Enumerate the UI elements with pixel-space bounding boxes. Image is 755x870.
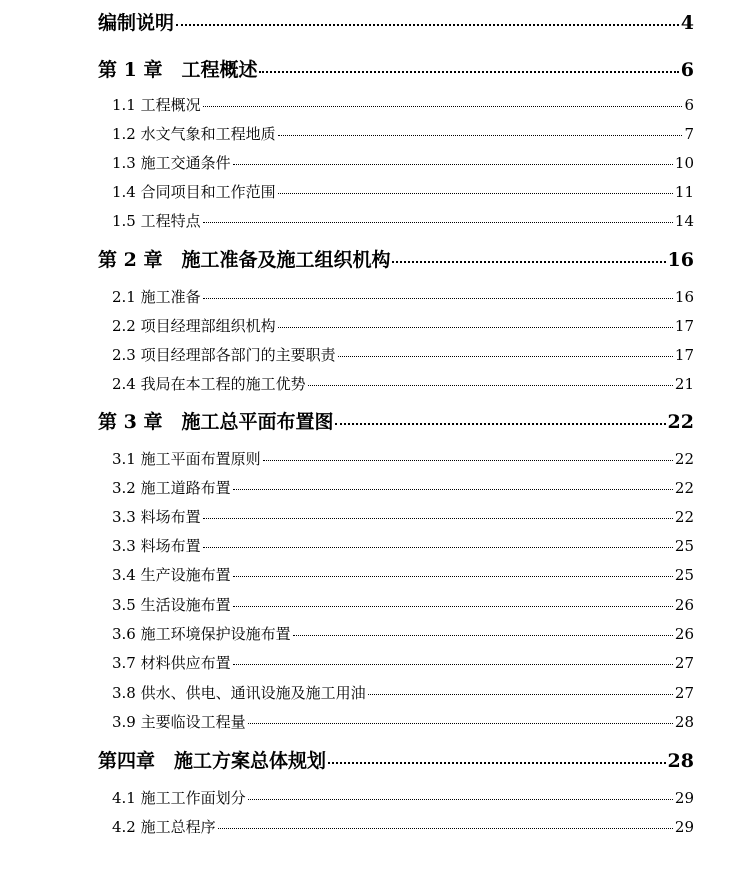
toc-entry-title: 2.1 施工准备: [112, 288, 201, 306]
dot-leader: [218, 828, 673, 829]
toc-page-number: 28: [674, 713, 694, 731]
toc-entry-title: 第四章 施工方案总体规划: [98, 750, 327, 772]
toc-entry[interactable]: [98, 746, 694, 773]
toc-page-number: 21: [674, 375, 694, 393]
toc-entry-title: 3.6 施工环境保护设施布置: [112, 625, 291, 643]
toc-entry[interactable]: [112, 535, 694, 556]
toc-entry[interactable]: [112, 682, 694, 703]
toc-entry-title: 第 2 章 施工准备及施工组织机构: [98, 249, 391, 271]
dot-leader: [278, 327, 673, 328]
toc-entry-title: 1.4 合同项目和工作范围: [112, 183, 276, 201]
toc-entry[interactable]: [112, 477, 694, 498]
toc-page-number: 22: [674, 479, 694, 497]
dot-leader: [293, 635, 673, 636]
dot-leader: [203, 518, 673, 519]
toc-entry-title: 3.3 料场布置: [112, 508, 201, 526]
toc-entry[interactable]: [112, 787, 694, 808]
dot-leader: [203, 222, 673, 223]
toc-entry-title: 1.2 水文气象和工程地质: [112, 125, 276, 143]
toc-entry-title: 1.5 工程特点: [112, 212, 201, 230]
toc-page-number: 14: [674, 212, 694, 230]
toc-page-number: 27: [674, 684, 694, 702]
toc-entry-title: 4.2 施工总程序: [112, 818, 216, 836]
toc-entry-title: 3.9 主要临设工程量: [112, 713, 246, 731]
toc-entry[interactable]: [112, 816, 694, 837]
toc-entry[interactable]: [112, 210, 694, 231]
toc-entry[interactable]: [112, 286, 694, 307]
toc-page-number: 26: [674, 596, 694, 614]
toc-entry-title: 编制说明: [98, 12, 175, 34]
toc-entry[interactable]: [112, 181, 694, 202]
dot-leader: [328, 762, 666, 764]
toc-page-number: 7: [684, 125, 694, 143]
toc-page-number: 25: [674, 537, 694, 555]
toc-entry[interactable]: [98, 55, 694, 82]
toc-entry[interactable]: [98, 245, 694, 272]
toc-entry-title: 2.2 项目经理部组织机构: [112, 317, 276, 335]
toc-entry-title: 3.7 材料供应布置: [112, 654, 231, 672]
toc-entry-title: 第 1 章 工程概述: [98, 59, 258, 81]
toc-entry-title: 第 3 章 施工总平面布置图: [98, 411, 334, 433]
toc-entry[interactable]: [112, 564, 694, 585]
toc-page-number: 10: [674, 154, 694, 172]
toc-page-number: 17: [674, 346, 694, 364]
toc-page-number: 29: [674, 789, 694, 807]
toc-page-number: 22: [674, 508, 694, 526]
toc-entry[interactable]: [112, 315, 694, 336]
toc-entry[interactable]: [112, 594, 694, 615]
toc-entry-title: 2.3 项目经理部各部门的主要职责: [112, 346, 336, 364]
toc-page-number: 22: [674, 450, 694, 468]
toc-page-number: 29: [674, 818, 694, 836]
dot-leader: [308, 385, 673, 386]
toc-entry-title: 3.5 生活设施布置: [112, 596, 231, 614]
dot-leader: [176, 24, 679, 26]
dot-leader: [233, 664, 673, 665]
toc-entry-title: 3.3 料场布置: [112, 537, 201, 555]
toc-page-number: 16: [667, 249, 694, 271]
toc-page-number: 27: [674, 654, 694, 672]
toc-entry[interactable]: [98, 8, 694, 35]
dot-leader: [368, 694, 673, 695]
toc-page-number: 28: [667, 750, 694, 772]
toc-page-number: 6: [680, 59, 694, 81]
toc-entry[interactable]: [112, 94, 694, 115]
toc-page-number: 22: [667, 411, 694, 433]
toc-entry[interactable]: [112, 373, 694, 394]
toc-page-number: 25: [674, 566, 694, 584]
dot-leader: [203, 106, 683, 107]
toc-page-number: 11: [674, 183, 694, 201]
toc-entry[interactable]: [112, 506, 694, 527]
toc-entry[interactable]: [112, 152, 694, 173]
toc-entry[interactable]: [112, 344, 694, 365]
dot-leader: [233, 606, 673, 607]
toc-entry-title: 3.1 施工平面布置原则: [112, 450, 261, 468]
dot-leader: [259, 71, 678, 73]
dot-leader: [278, 135, 683, 136]
toc-entry[interactable]: [112, 652, 694, 673]
toc-entry-title: 3.4 生产设施布置: [112, 566, 231, 584]
dot-leader: [203, 298, 673, 299]
dot-leader: [278, 193, 673, 194]
dot-leader: [335, 423, 665, 425]
dot-leader: [248, 723, 673, 724]
toc-entry-title: 3.8 供水、供电、通讯设施及施工用油: [112, 684, 366, 702]
toc-entry-title: 2.4 我局在本工程的施工优势: [112, 375, 306, 393]
toc-page-number: 16: [674, 288, 694, 306]
toc-entry-title: 4.1 施工工作面划分: [112, 789, 246, 807]
toc-page-number: 17: [674, 317, 694, 335]
dot-leader: [233, 489, 673, 490]
toc-entry-title: 3.2 施工道路布置: [112, 479, 231, 497]
toc-entry-title: 1.3 施工交通条件: [112, 154, 231, 172]
dot-leader: [392, 261, 665, 263]
dot-leader: [203, 547, 673, 548]
dot-leader: [233, 164, 673, 165]
dot-leader: [263, 460, 673, 461]
toc-entry[interactable]: [112, 448, 694, 469]
toc-page-number: 26: [674, 625, 694, 643]
toc-entry[interactable]: [112, 123, 694, 144]
toc-entry-title: 1.1 工程概况: [112, 96, 201, 114]
dot-leader: [248, 799, 673, 800]
toc-page-number: 4: [680, 12, 694, 34]
toc-entry[interactable]: [98, 407, 694, 434]
dot-leader: [338, 356, 673, 357]
toc-entry[interactable]: [112, 711, 694, 732]
toc-entry[interactable]: [112, 623, 694, 644]
dot-leader: [233, 576, 673, 577]
toc-page-number: 6: [684, 96, 694, 114]
